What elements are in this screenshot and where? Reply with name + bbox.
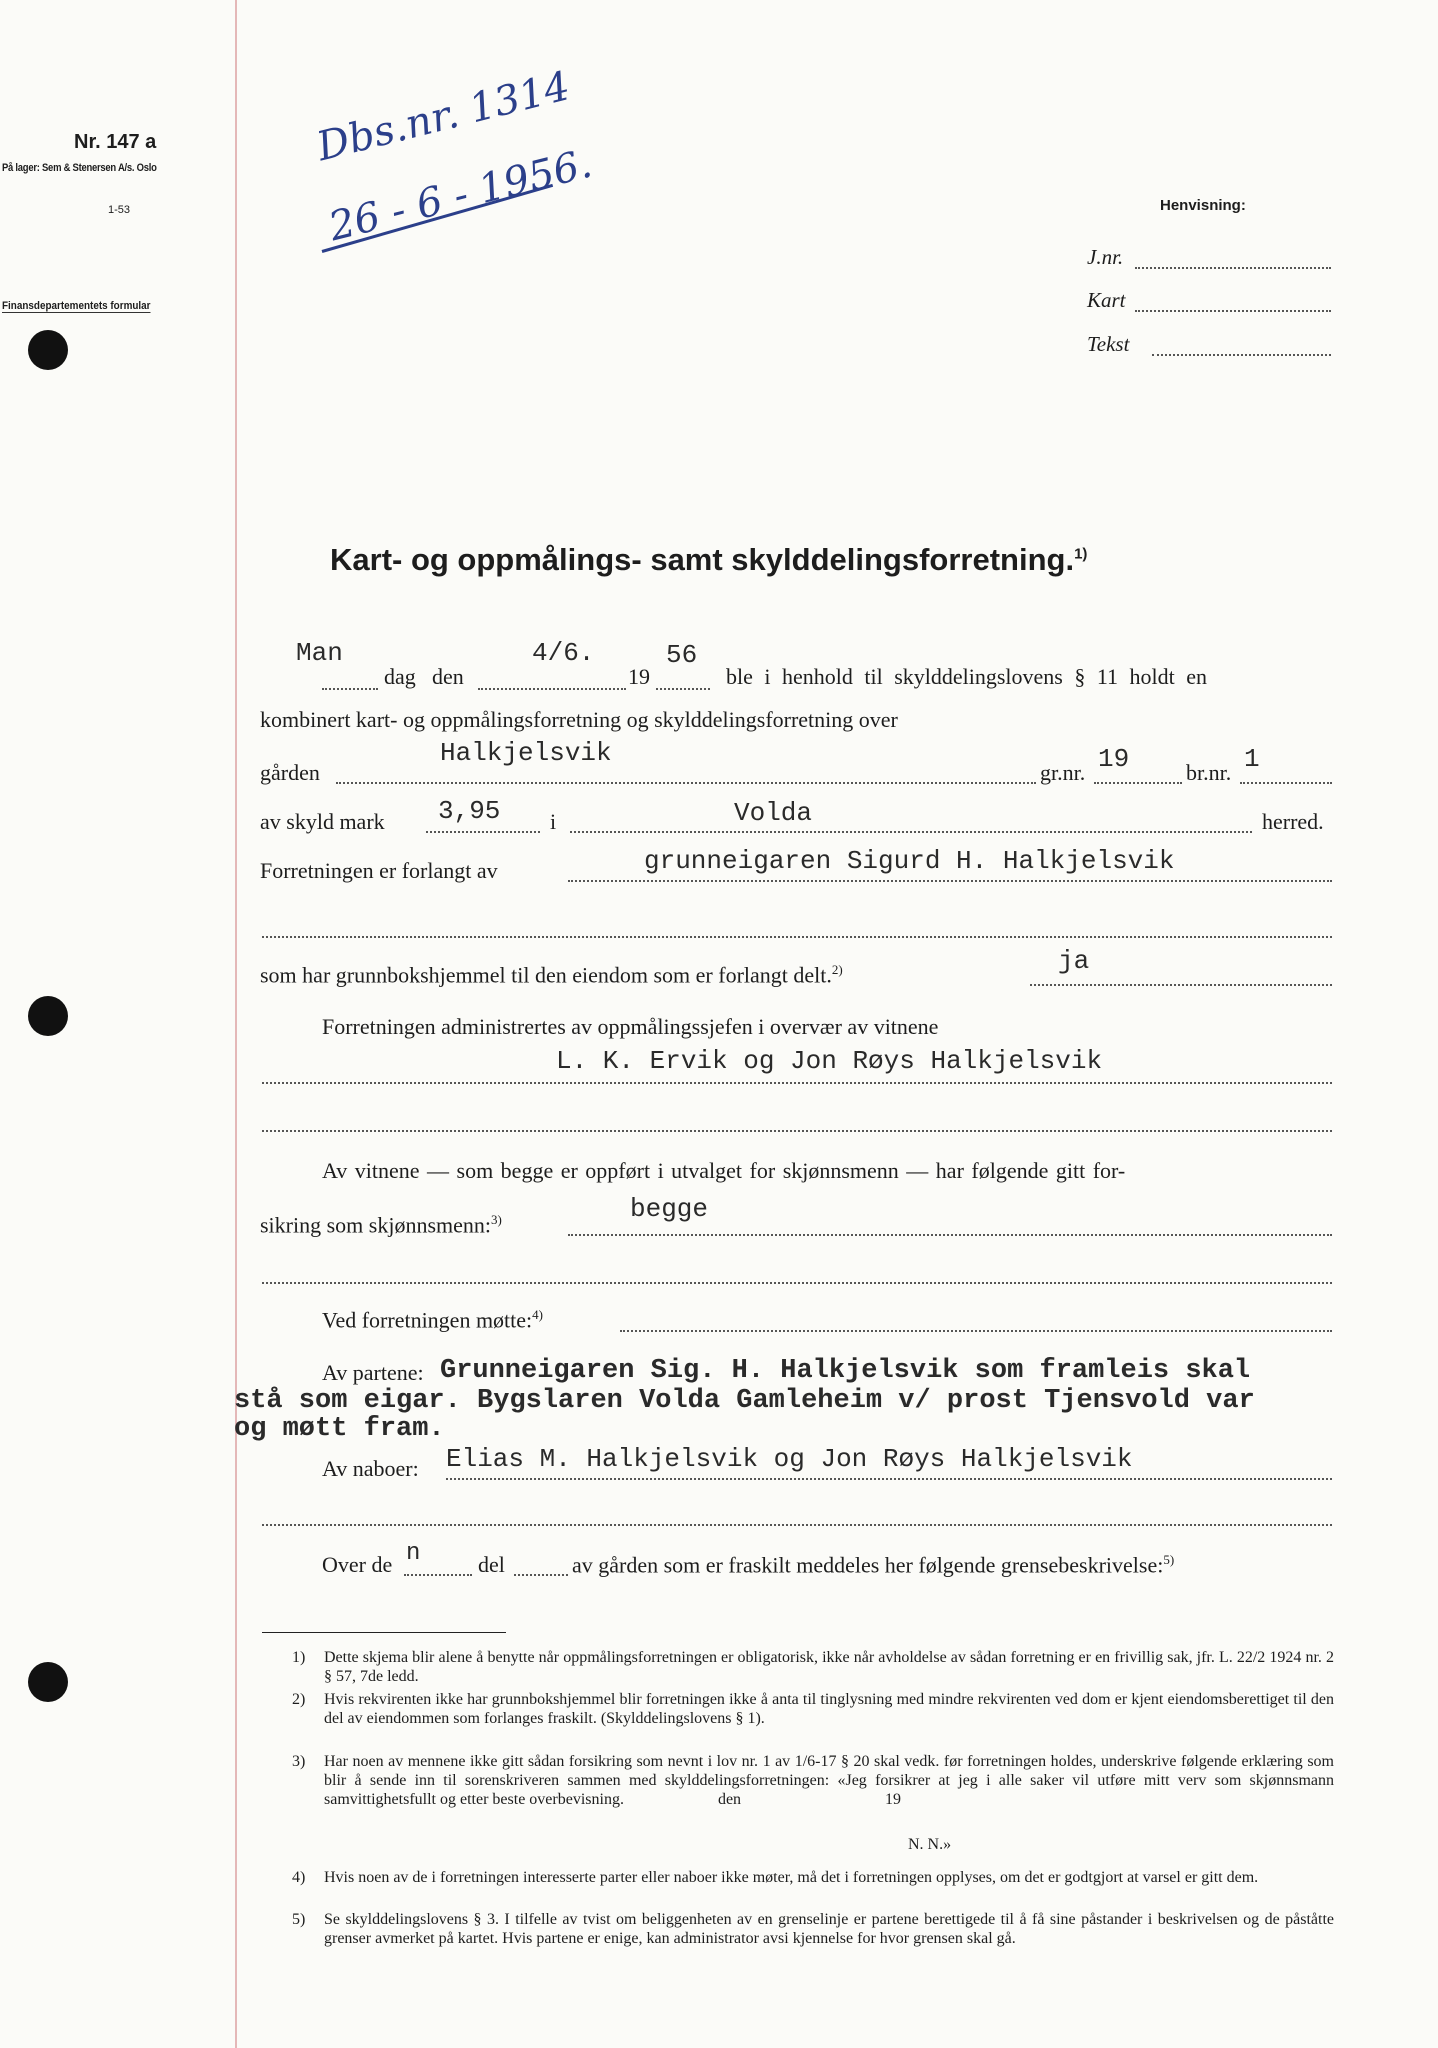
footnote-4: 4) Hvis noen av de i forretningen interesserte parter eller naboer ikke møter, må det i forretningen opplyses, om det er godtgjort at varsel er gitt dem.: [292, 1869, 1259, 1886]
dag-label: dag: [384, 664, 416, 689]
department-label: Finansdepartementets formular: [2, 300, 151, 312]
garden-field: [336, 782, 1036, 784]
footnote-3-year: 19: [885, 1791, 902, 1808]
motte-footnote-ref: 4): [532, 1307, 544, 1322]
vitner-field-2: [262, 1130, 1332, 1132]
footnote-rule: [262, 1632, 506, 1633]
garden-value: Halkjelsvik: [440, 738, 612, 768]
forsikring-field-2: [262, 1282, 1332, 1284]
line1-text: ble i henhold til skylddelingslovens § 11 holdt en: [726, 664, 1208, 689]
date-code: 1-53: [108, 204, 131, 216]
reference-heading: Henvisning:: [1160, 197, 1246, 214]
year-field: [656, 688, 710, 690]
date-value: 4/6.: [532, 638, 595, 668]
skyld-i-label: i: [550, 809, 557, 834]
vitner-value: L. K. Ervik og Jon Røys Halkjelsvik: [556, 1046, 1103, 1076]
form-number: Nr. 147 a: [74, 131, 157, 153]
hjemmel-field: [1030, 984, 1332, 986]
partene-value-2: stå som eigar. Bygslaren Volda Gamleheim v/ prost Tjensvold var: [234, 1386, 1255, 1416]
forsikring-label: sikring som skjønnsmenn:$^{3)}$: [260, 1212, 502, 1238]
forlangt-label: Forretningen er forlangt av: [260, 858, 498, 883]
forlangt-field-2: [262, 936, 1332, 938]
footnote-1: 1) Dette skjema blir alene å benytte når oppmålingsforretningen er obligatorisk, ikke når avholdelse av sådan forretning er en frivillig sak, jfr. L. 22/2 1924 nr. 2 § 57, 7de ledd.: [292, 1649, 1334, 1685]
den-label: den: [432, 664, 464, 689]
hjemmel-value: ja: [1058, 946, 1090, 976]
punch-hole-bottom: [28, 1662, 68, 1702]
forlangt-value: grunneigaren Sigurd H. Halkjelsvik: [644, 846, 1175, 876]
vitner-label: Forretningen administrertes av oppmålingssjefen i overvær av vitnene: [322, 1014, 939, 1039]
punch-hole-top: [28, 330, 68, 370]
margin-rule: [235, 0, 237, 2048]
title-footnote-ref: 1): [1074, 545, 1088, 563]
footnote-3-den: den: [717, 1791, 742, 1808]
hjemmel-label: som har grunnbokshjemmel til den eiendom som er forlangt delt.$^{2)}$: [260, 962, 843, 988]
skyld-value: 3,95: [438, 796, 501, 826]
over-label: Over de: [322, 1552, 393, 1577]
tekst-label: Tekst: [1087, 332, 1130, 356]
skyld-field: [426, 831, 540, 833]
grnr-label: gr.nr.: [1040, 760, 1086, 785]
stamp-line2: 26 - 6 - 1956.: [324, 140, 597, 251]
naboer-field-2: [262, 1524, 1332, 1526]
skyld-label: av skyld mark: [260, 809, 385, 834]
forsikring-footnote-ref: 3): [491, 1212, 502, 1227]
motte-field: [620, 1330, 1332, 1332]
garden-label: gården: [260, 760, 320, 785]
partene-value-3: og møtt fram.: [234, 1414, 445, 1444]
herred-field: [570, 831, 1252, 833]
naboer-value: Elias M. Halkjelsvik og Jon Røys Halkjelsvik: [446, 1444, 1133, 1474]
forsikring-value: begge: [630, 1194, 709, 1224]
partene-label: Av partene:: [322, 1360, 424, 1385]
forlangt-field: [568, 880, 1332, 882]
forsikring-line1: Av vitnene — som begge er oppført i utvalget for skjønnsmenn — har følgende gitt for-: [322, 1158, 1126, 1183]
over-n-value: n: [406, 1540, 421, 1567]
kart-field: [1135, 310, 1331, 312]
year-prefix: 19: [628, 664, 650, 689]
date-field: [478, 688, 626, 690]
supplier-line: På lager: Sem & Stenersen A/s. Oslo: [2, 162, 157, 174]
line2-text: kombinert kart- og oppmålingsforretning og skylddelingsforretning over: [260, 707, 898, 732]
footnote-3: 3) Har noen av mennene ikke gitt sådan forsikring som nevnt i lov nr. 1 av 1/6-17 § 20 skal vedk. før forretningen holdes, underskrive følgende erklæring som blir å sende inn til sorenskriveren sammen med skylddelingsforretningen: «Jeg forsikrer at jeg i alle saker vil utføre mitt verv som skjønnsmann samvittighetsfullt og etter beste overbevisning. den 19: [292, 1753, 1334, 1808]
over-field-2: [514, 1574, 568, 1576]
vitner-field: [262, 1082, 1332, 1084]
over-footnote-ref: 5): [1163, 1552, 1175, 1567]
brnr-value: 1: [1244, 744, 1260, 774]
punch-hole-middle: [28, 996, 68, 1036]
hjemmel-footnote-ref: 2): [831, 962, 843, 977]
grnr-value: 19: [1098, 744, 1130, 774]
weekday-value: Man: [296, 638, 343, 668]
year-value: 56: [666, 640, 698, 670]
jnr-field: [1135, 267, 1331, 269]
naboer-field: [446, 1478, 1332, 1480]
kart-label: Kart: [1087, 288, 1126, 312]
del-label: del: [478, 1552, 505, 1577]
weekday-field: [322, 688, 378, 690]
herred-value: Volda: [734, 798, 813, 828]
brnr-field: [1240, 782, 1332, 784]
partene-value-1: Grunneigaren Sig. H. Halkjelsvik som framleis skal: [440, 1356, 1251, 1386]
over-text: av gården som er fraskilt meddeles her følgende grensebeskrivelse:$^{5)}$: [572, 1552, 1175, 1578]
grnr-field: [1094, 782, 1182, 784]
footnote-5: 5) Se skylddelingslovens § 3. I tilfelle av tvist om beliggenheten av en grenselinje er partene berettigede til å få sine påstander i beskrivelsen og de påståtte grenser avmerket på kartet. Hvis partene er enige, kan administrator avsi kjennelse for hvor grensen skal gå.: [292, 1911, 1334, 1947]
footnote-2: 2) Hvis rekvirenten ikke har grunnbokshjemmel blir forretningen ikke å anta til tinglysning med mindre rekvirenten ved dom er kjent eiendomsberettiget til den del av eiendommen som forlanges fraskilt. (Skylddelingslovens § 1).: [292, 1691, 1334, 1727]
tekst-field: [1152, 354, 1331, 356]
stamp-line1: Dbs.nr. 1314: [312, 63, 575, 171]
naboer-label: Av naboer:: [322, 1456, 419, 1481]
footnote-3-signature: N. N.»: [908, 1836, 952, 1853]
over-field-1: [404, 1574, 472, 1576]
herred-label: herred.: [1262, 809, 1324, 834]
document-title: Kart- og oppmålings- samt skylddelingsforretning.$^{1)}$: [330, 542, 1088, 577]
motte-label: Ved forretningen møtte:$^{4)}$: [322, 1307, 544, 1333]
forsikring-field: [568, 1234, 1332, 1236]
brnr-label: br.nr.: [1186, 760, 1232, 785]
jnr-label: J.nr.: [1087, 245, 1124, 269]
